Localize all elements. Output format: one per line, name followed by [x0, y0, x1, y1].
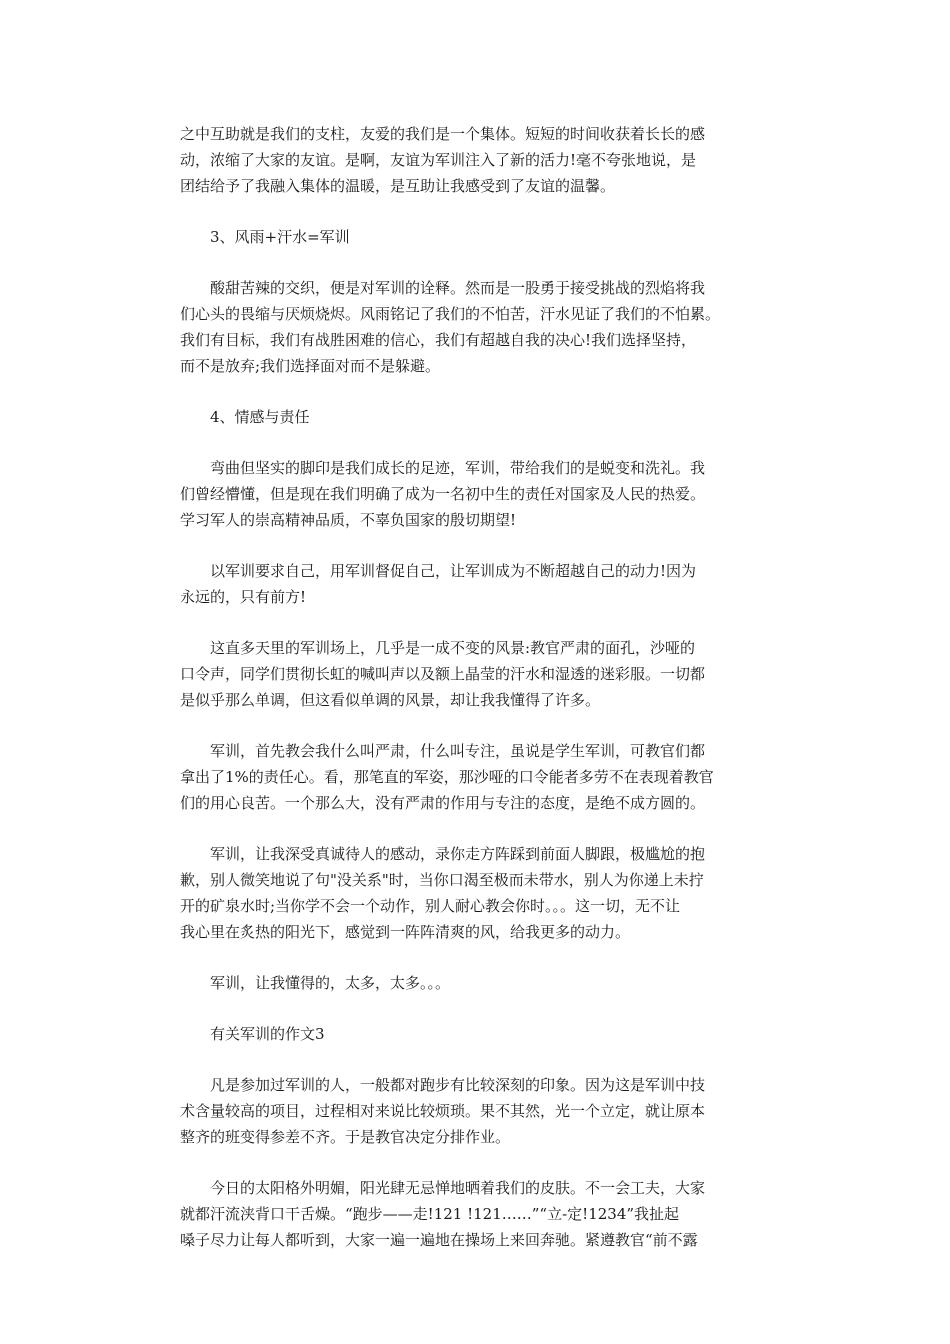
text-line: 凡是参加过军训的人，一般都对跑步有比较深刻的印象。因为这是军训中技: [210, 1076, 706, 1094]
section-heading: [180, 224, 780, 250]
paragraph: [180, 121, 780, 199]
text-line: 3、风雨+汗水=军训: [210, 228, 350, 246]
paragraph: [180, 635, 780, 713]
text-line: 拿出了1%的责任心。看，那笔直的军姿，那沙哑的口令能者多劳不在表现着教官: [180, 768, 714, 786]
text-line: 军训，首先教会我什么叫严肃，什么叫专注，虽说是学生军训，可教官们都: [210, 742, 706, 760]
essay-title: [180, 1021, 780, 1047]
text-line: 们的用心良苦。一个那么大，没有严肃的作用与专注的态度，是绝不成方圆的。: [180, 794, 706, 812]
text-line: 开的矿泉水时;当你学不会一个动作，别人耐心教会你时。。。这一切，无不让: [180, 897, 681, 915]
text-line: 术含量较高的项目，过程相对来说比较烦琐。果不其然，光一个立定，就让原本: [180, 1102, 706, 1120]
text-line: 们曾经懵懂，但是现在我们明确了成为一名初中生的责任对国家及人民的热爱。: [180, 485, 706, 503]
text-line: 我们有目标，我们有战胜困难的信心，我们有超越自我的决心!我们选择坚持，: [180, 331, 697, 349]
text-line: 口令声，同学们贯彻长虹的喊叫声以及额上晶莹的汗水和湿透的迷彩服。一切都: [180, 665, 706, 683]
paragraph: [180, 275, 780, 379]
text-line: 以军训要求自己，用军训督促自己，让军训成为不断超越自己的动力!因为: [210, 562, 697, 580]
paragraph: [180, 455, 780, 533]
text-line: 这直多天里的军训场上，几乎是一成不变的风景:教官严肃的面孔，沙哑的: [210, 639, 696, 657]
text-line: 团结给予了我融入集体的温暖，是互助让我感受到了友谊的温馨。: [180, 177, 616, 195]
text-line: 而不是放弃;我们选择面对而不是躲避。: [180, 357, 441, 375]
text-line: 们心头的畏缩与厌烦烧烬。风雨铭记了我们的不怕苦，汗水见证了我们的不怕累。: [180, 305, 721, 323]
text-line: 是似乎那么单调，但这看似单调的风景，却让我我懂得了许多。: [180, 691, 601, 709]
paragraph: [180, 1175, 780, 1253]
text-line: 动，浓缩了大家的友谊。是啊，友谊为军训注入了新的活力!毫不夸张地说，是: [180, 151, 697, 169]
paragraph: [180, 970, 780, 996]
text-line: 整齐的班变得参差不齐。于是教官决定分排作业。: [180, 1128, 511, 1146]
section-heading: [180, 404, 780, 430]
text-line: 就都汗流浃背口干舌燥。“跑步——走!121 !121……”“立-定!1234”我扯起: [180, 1205, 680, 1223]
text-line: 军训，让我懂得的，太多，太多。。。: [210, 974, 451, 992]
paragraph: [180, 841, 780, 945]
text-line: 歉，别人微笑地说了句"没关系"时，当你口渴至极而未带水，别人为你递上未拧: [180, 871, 704, 889]
text-line: 有关军训的作文3: [210, 1025, 325, 1043]
text-line: 永远的，只有前方!: [180, 588, 307, 606]
paragraph: [180, 738, 780, 816]
paragraph: [180, 558, 780, 610]
document-body: [180, 121, 780, 1278]
text-line: 我心里在炙热的阳光下，感觉到一阵阵清爽的风，给我更多的动力。: [180, 923, 631, 941]
text-line: 酸甜苦辣的交织，便是对军训的诠释。然而是一股勇于接受挑战的烈焰将我: [210, 279, 706, 297]
text-line: 今日的太阳格外明媚，阳光肆无忌惮地晒着我们的皮肤。不一会工夫，大家: [210, 1179, 706, 1197]
text-line: 军训，让我深受真诚待人的感动，录你走方阵踩到前面人脚跟，极尴尬的抱: [210, 845, 706, 863]
text-line: 弯曲但坚实的脚印是我们成长的足迹，军训，带给我们的是蜕变和洗礼。我: [210, 459, 706, 477]
text-line: 之中互助就是我们的支柱，友爱的我们是一个集体。短短的时间收获着长长的感: [180, 125, 706, 143]
text-line: 学习军人的崇高精神品质，不辜负国家的殷切期望!: [180, 511, 517, 529]
paragraph: [180, 1072, 780, 1150]
text-line: 4、情感与责任: [210, 408, 310, 426]
text-line: 嗓子尽力让每人都听到，大家一遍一遍地在操场上来回奔驰。紧遵教官“前不露: [180, 1231, 698, 1249]
